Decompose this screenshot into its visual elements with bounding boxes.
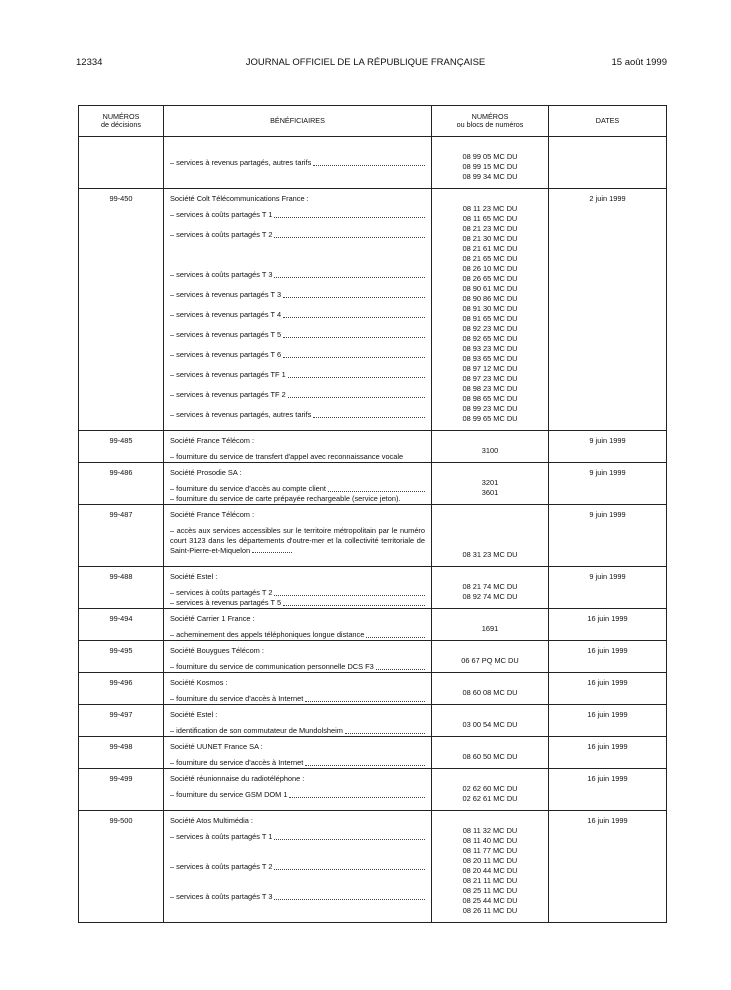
decision-number: 99-494: [79, 609, 164, 641]
table-row: [79, 505, 667, 567]
service-item: [170, 370, 425, 390]
number-block: 08 60 08 MC DU: [462, 688, 518, 697]
number-block-group: [433, 582, 547, 592]
service-item: [170, 310, 425, 330]
table-row: [79, 189, 667, 431]
number-block: 08 99 65 MC DU: [462, 414, 518, 423]
number-block-cell: [432, 673, 549, 705]
number-block: 02 62 61 MC DU: [462, 794, 518, 803]
number-block-group: [433, 592, 547, 602]
number-block: 08 21 11 MC DU: [462, 876, 518, 885]
service-description: – services à coûts partagés T 1: [170, 210, 273, 219]
number-block-group: [433, 324, 547, 344]
leader-dots: [313, 417, 425, 418]
number-block: 08 26 10 MC DU: [462, 264, 518, 273]
number-block: 08 25 44 MC DU: [462, 896, 518, 905]
number-block: 08 92 74 MC DU: [462, 592, 518, 601]
number-block-group: [433, 826, 547, 856]
number-block: 3100: [481, 446, 499, 455]
service-description: – fourniture du service de communication personnelle DCS F3: [170, 662, 374, 671]
number-block-group: [433, 152, 547, 182]
company-name: Société France Télécom :: [170, 436, 255, 445]
number-block-group: [433, 720, 547, 730]
leader-dots: [376, 669, 425, 670]
number-block-group: [433, 204, 547, 224]
number-block-cell: [432, 609, 549, 641]
service-description: – services à revenus partagés T 5: [170, 598, 282, 607]
column-header-numeros-line2: ou blocs de numéros: [456, 120, 524, 129]
service-description: – services à revenus partagés T 3: [170, 290, 282, 299]
number-block: 08 21 65 MC DU: [462, 254, 518, 263]
beneficiary-cell: [164, 641, 432, 673]
company-name: Société Atos Multimédia :: [170, 816, 253, 825]
service-item: [170, 230, 425, 270]
service-item: [170, 588, 425, 598]
decision-number: 99-497: [79, 705, 164, 737]
number-block: 08 21 30 MC DU: [462, 234, 518, 243]
number-block-group: [433, 478, 547, 488]
number-block: 08 11 32 MC DU: [462, 826, 518, 835]
service-item: [170, 350, 425, 370]
number-block: 08 31 23 MC DU: [462, 550, 518, 559]
number-block-group: [433, 364, 547, 384]
decision-number: [79, 137, 164, 189]
number-block-group: [433, 688, 547, 698]
beneficiary-cell: [164, 705, 432, 737]
table-row: [79, 737, 667, 769]
column-header-decisions-line2: de décisions: [101, 120, 141, 129]
number-block: 08 11 77 MC DU: [462, 846, 518, 855]
service-item: [170, 790, 425, 810]
company-name: Société Estel :: [170, 710, 218, 719]
decision-date: 16 juin 1999: [549, 673, 667, 705]
service-description: – services à revenus partagés T 6: [170, 350, 282, 359]
decision-number: 99-500: [79, 811, 164, 923]
column-header-decisions: [79, 106, 164, 137]
number-block: 08 92 65 MC DU: [462, 334, 518, 343]
decision-date: 9 juin 1999: [549, 567, 667, 609]
service-item: [170, 330, 425, 350]
decision-date: 16 juin 1999: [549, 769, 667, 811]
company-name: Société Estel :: [170, 572, 218, 581]
number-block: 1691: [481, 624, 499, 633]
decision-date: 16 juin 1999: [549, 705, 667, 737]
number-block-group: [433, 656, 547, 666]
service-item: [170, 758, 425, 768]
leader-dots: [305, 701, 425, 702]
service-description: – services à revenus partagés, autres tarifs: [170, 158, 312, 167]
service-description: – identification de son commutateur de Mundolsheim: [170, 726, 343, 735]
decision-number: 99-485: [79, 431, 164, 463]
service-description: – services à revenus partagés TF 2: [170, 390, 286, 399]
number-block: 08 26 11 MC DU: [462, 906, 518, 915]
leader-dots: [274, 237, 425, 238]
service-item: [170, 290, 425, 310]
table-row: [79, 609, 667, 641]
service-description: – fourniture du service de transfert d'appel avec reconnaissance vocale: [170, 452, 404, 461]
decisions-table: [78, 105, 667, 923]
table-row: [79, 463, 667, 505]
service-item: [170, 662, 425, 672]
service-item: [170, 862, 425, 892]
decision-number: 99-487: [79, 505, 164, 567]
service-description: – services à revenus partagés T 5: [170, 330, 282, 339]
number-block-cell: [432, 811, 549, 923]
service-item: [170, 270, 425, 290]
beneficiary-cell: [164, 769, 432, 811]
number-block: 08 99 15 MC DU: [462, 162, 518, 171]
service-item: [170, 694, 425, 704]
number-block: 08 60 50 MC DU: [462, 752, 518, 761]
service-description: – fourniture du service GSM DOM 1: [170, 790, 288, 799]
leader-dots: [283, 317, 425, 318]
number-block: 08 21 74 MC DU: [462, 582, 518, 591]
service-item: [170, 494, 425, 504]
number-block-group: [433, 752, 547, 762]
number-block: 08 99 05 MC DU: [462, 152, 518, 161]
number-block: 08 11 40 MC DU: [462, 836, 518, 845]
number-block: 08 99 34 MC DU: [462, 172, 518, 181]
service-item: [170, 410, 425, 430]
decision-date: 9 juin 1999: [549, 505, 667, 567]
company-name: Société France Télécom :: [170, 510, 255, 519]
number-block-cell: [432, 567, 549, 609]
number-block-group: [433, 488, 547, 498]
beneficiary-cell: [164, 137, 432, 189]
leader-dots: [283, 337, 425, 338]
number-block-group: [433, 264, 547, 284]
decision-date: 9 juin 1999: [549, 431, 667, 463]
table-row: [79, 705, 667, 737]
decision-number: 99-496: [79, 673, 164, 705]
decision-number: 99-499: [79, 769, 164, 811]
leader-dots: [328, 491, 425, 492]
decision-number: 99-450: [79, 189, 164, 431]
number-block: 3201: [481, 478, 499, 487]
company-name: Société Bouygues Télécom :: [170, 646, 264, 655]
beneficiary-cell: [164, 567, 432, 609]
number-block: 08 20 44 MC DU: [462, 866, 518, 875]
number-block-group: [433, 224, 547, 264]
journal-title: JOURNAL OFFICIEL DE LA RÉPUBLIQUE FRANÇAISE: [245, 57, 486, 68]
service-description: – services à coûts partagés T 1: [170, 832, 273, 841]
decision-date: 16 juin 1999: [549, 737, 667, 769]
decision-date: 16 juin 1999: [549, 641, 667, 673]
table-row: [79, 567, 667, 609]
decision-number: 99-488: [79, 567, 164, 609]
page-number: 12334: [76, 57, 103, 68]
service-description: – services à revenus partagés T 4: [170, 310, 282, 319]
number-block: 08 20 11 MC DU: [462, 856, 518, 865]
beneficiary-cell: [164, 811, 432, 923]
leader-dots: [283, 297, 425, 298]
service-description: – services à revenus partagés, autres tarifs: [170, 410, 312, 419]
company-name: Société réunionnaise du radiotéléphone :: [170, 774, 305, 783]
number-block-cell: [432, 505, 549, 567]
beneficiary-cell: [164, 505, 432, 567]
service-description: – acheminement des appels téléphoniques longue distance: [170, 630, 365, 639]
decision-number: 99-498: [79, 737, 164, 769]
beneficiary-cell: [164, 463, 432, 505]
company-name: Société UUNET France SA :: [170, 742, 263, 751]
service-description: – fourniture du service d'accès à Internet: [170, 694, 304, 703]
column-header-numeros-line1: NUMÉROS: [471, 112, 509, 121]
decision-date: 16 juin 1999: [549, 609, 667, 641]
leader-dots: [288, 377, 425, 378]
number-block: 08 91 65 MC DU: [462, 314, 518, 323]
service-item: [170, 484, 425, 494]
number-block: 08 98 23 MC DU: [462, 384, 518, 393]
leader-dots: [288, 397, 425, 398]
number-block: 08 21 61 MC DU: [462, 244, 518, 253]
column-header-dates: DATES: [549, 106, 667, 137]
leader-dots: [283, 357, 425, 358]
number-block-group: [433, 446, 547, 456]
service-description: – services à coûts partagés T 2: [170, 862, 273, 871]
service-item: [170, 526, 425, 566]
leader-dots: [274, 277, 425, 278]
beneficiary-cell: [164, 609, 432, 641]
service-description: – fourniture du service d'accès au compte client: [170, 484, 326, 493]
number-block: 08 90 61 MC DU: [462, 284, 518, 293]
number-block-group: [433, 624, 547, 634]
service-item: [170, 630, 425, 640]
table-row: [79, 769, 667, 811]
service-description: – fourniture du service d'accès à Internet: [170, 758, 304, 767]
leader-dots: [252, 552, 292, 553]
leader-dots: [305, 765, 425, 766]
leader-dots: [274, 839, 425, 840]
service-item: [170, 832, 425, 862]
number-block-cell: [432, 769, 549, 811]
service-item: [170, 210, 425, 230]
number-block: 08 90 86 MC DU: [462, 294, 518, 303]
table-row: [79, 673, 667, 705]
company-name: Société Colt Télécommunications France :: [170, 194, 309, 203]
service-description: – services à coûts partagés T 3: [170, 892, 273, 901]
company-name: Société Kosmos :: [170, 678, 228, 687]
number-block-group: [433, 344, 547, 364]
number-block-group: [433, 856, 547, 886]
decision-date: 9 juin 1999: [549, 463, 667, 505]
number-block: 08 99 23 MC DU: [462, 404, 518, 413]
leader-dots: [274, 595, 425, 596]
number-block: 08 93 23 MC DU: [462, 344, 518, 353]
number-block-group: [433, 784, 547, 804]
number-block: 02 62 60 MC DU: [462, 784, 518, 793]
decision-number: 99-495: [79, 641, 164, 673]
beneficiary-cell: [164, 673, 432, 705]
number-block: 3601: [481, 488, 499, 497]
number-block: 08 11 65 MC DU: [462, 214, 518, 223]
number-block-cell: [432, 705, 549, 737]
leader-dots: [274, 217, 425, 218]
number-block-group: [433, 284, 547, 304]
service-item: [170, 452, 425, 462]
table-row: [79, 641, 667, 673]
number-block: 08 98 65 MC DU: [462, 394, 518, 403]
service-item: [170, 158, 425, 188]
number-block-group: [433, 384, 547, 404]
beneficiary-cell: [164, 737, 432, 769]
number-block-group: [433, 404, 547, 424]
company-name: Société Prosodie SA :: [170, 468, 242, 477]
service-item: [170, 892, 425, 922]
number-block: 08 25 11 MC DU: [462, 886, 518, 895]
number-block: 08 21 23 MC DU: [462, 224, 518, 233]
table-header-row: [79, 106, 667, 137]
decision-date: 16 juin 1999: [549, 811, 667, 923]
service-description: – accès aux services accessibles sur le territoire métropolitain par le numéro court 3123 dans les départements d'outre-mer et la collectivité territoriale de Saint-Pierre-et-Miquelon: [170, 526, 425, 555]
service-description: – services à revenus partagés TF 1: [170, 370, 286, 379]
company-name: Société Carrier 1 France :: [170, 614, 255, 623]
service-description: – services à coûts partagés T 2: [170, 230, 273, 239]
number-block: 08 26 65 MC DU: [462, 274, 518, 283]
leader-dots: [313, 165, 425, 166]
number-block: 08 91 30 MC DU: [462, 304, 518, 313]
number-block-cell: [432, 641, 549, 673]
decision-date: [549, 137, 667, 189]
issue-date: 15 août 1999: [611, 57, 667, 68]
beneficiary-cell: [164, 431, 432, 463]
number-block-cell: [432, 737, 549, 769]
table-row: [79, 811, 667, 923]
leader-dots: [274, 899, 425, 900]
leader-dots: [366, 637, 425, 638]
number-block: 08 93 65 MC DU: [462, 354, 518, 363]
service-description: – fourniture du service de carte prépayée rechargeable (service jeton).: [170, 494, 401, 503]
number-block-cell: [432, 463, 549, 505]
number-block-cell: [432, 431, 549, 463]
number-block: 08 97 12 MC DU: [462, 364, 518, 373]
beneficiary-cell: [164, 189, 432, 431]
number-block: 08 11 23 MC DU: [462, 204, 518, 213]
leader-dots: [345, 733, 425, 734]
service-description: – services à coûts partagés T 3: [170, 270, 273, 279]
number-block-cell: [432, 137, 549, 189]
table-row: [79, 431, 667, 463]
service-item: [170, 726, 425, 736]
number-block-group: [433, 520, 547, 560]
decision-number: 99-486: [79, 463, 164, 505]
service-item: [170, 598, 425, 608]
column-header-numeros: [432, 106, 549, 137]
table-row: [79, 137, 667, 189]
number-block-group: [433, 304, 547, 324]
leader-dots: [283, 605, 425, 606]
decision-date: 2 juin 1999: [549, 189, 667, 431]
number-block: 06 67 PQ MC DU: [461, 656, 519, 665]
number-block: 08 92 23 MC DU: [462, 324, 518, 333]
number-block-group: [433, 886, 547, 916]
column-header-decisions-line1: NUMÉROS: [102, 112, 140, 121]
service-description: – services à coûts partagés T 2: [170, 588, 273, 597]
leader-dots: [289, 797, 425, 798]
service-item: [170, 390, 425, 410]
number-block-cell: [432, 189, 549, 431]
number-block: 03 00 54 MC DU: [462, 720, 518, 729]
company-name: [170, 141, 425, 152]
number-block: 08 97 23 MC DU: [462, 374, 518, 383]
leader-dots: [274, 869, 425, 870]
column-header-beneficiaires: BÉNÉFICIAIRES: [164, 106, 432, 137]
